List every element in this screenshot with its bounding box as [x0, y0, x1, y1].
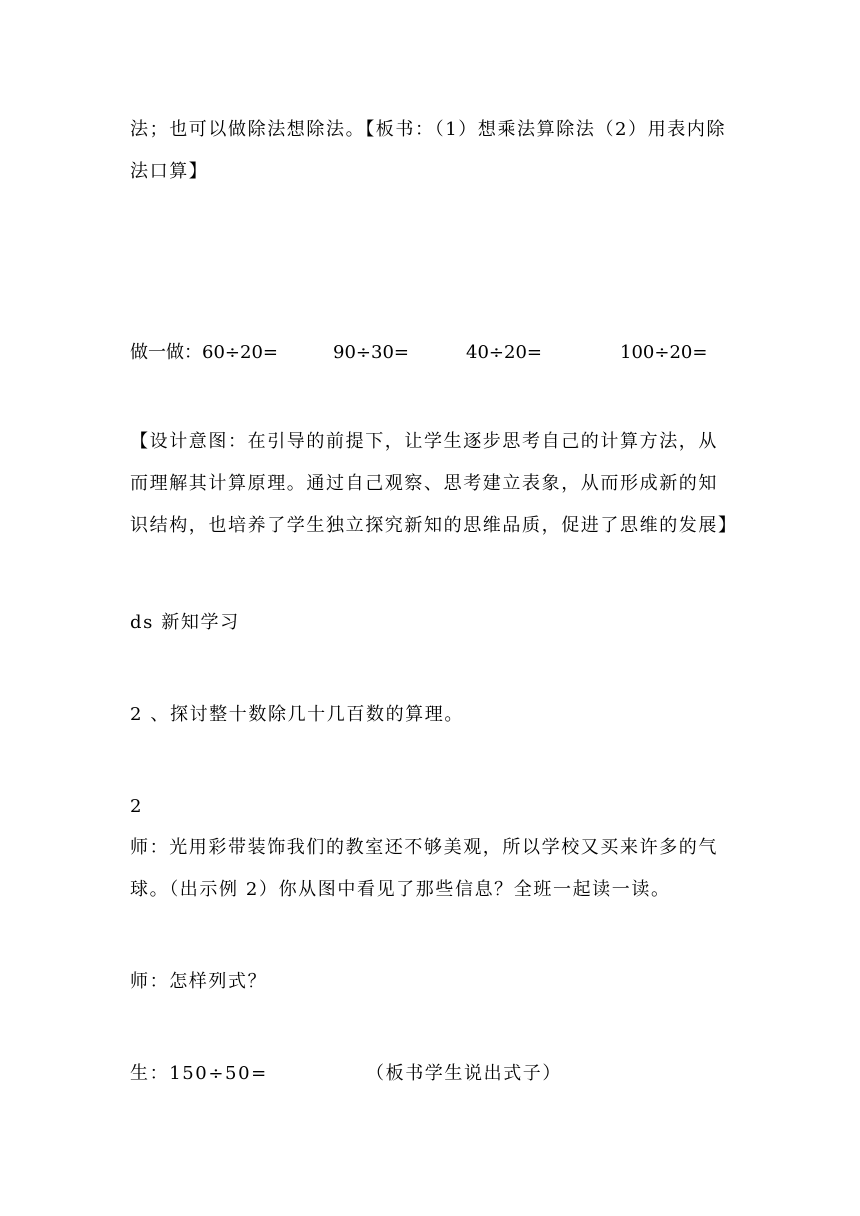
design-intent-line: 而理解其计算原理。通过自己观察、思考建立表象，从而形成新的知 — [130, 473, 718, 494]
design-intent-line: 【设计意图：在引导的前提下，让学生逐步思考自己的计算方法，从 — [130, 431, 718, 452]
dialogue-line: 球。（出示例 2）你从图中看见了那些信息？全班一起读一读。 — [130, 879, 671, 900]
student-note: （板书学生说出式子） — [366, 1063, 562, 1084]
list-item: 2 、探讨整十数除几十几百数的算理。 — [130, 704, 464, 725]
dialogue-line: 师：光用彩带装饰我们的教室还不够美观，所以学校又买来许多的气 — [130, 837, 718, 858]
section-heading: ds 新知学习 — [130, 612, 240, 633]
practice-equation: 90÷30= — [333, 342, 409, 363]
student-equation: 生：150÷50= — [130, 1063, 268, 1084]
paragraph-line: 法；也可以做除法想除法。【板书：（1）想乘法算除法（2）用表内除 — [130, 119, 727, 140]
paragraph-line: 法口算】 — [130, 161, 209, 182]
item-number: 2 — [130, 796, 144, 817]
practice-equation: 100÷20= — [620, 342, 708, 363]
practice-label-equation: 做一做：60÷20= — [130, 342, 278, 363]
practice-equation: 40÷20= — [466, 342, 542, 363]
design-intent-line: 识结构，也培养了学生独立探究新知的思维品质，促进了思维的发展】 — [130, 515, 738, 536]
dialogue-line: 师：怎样列式？ — [130, 971, 268, 992]
